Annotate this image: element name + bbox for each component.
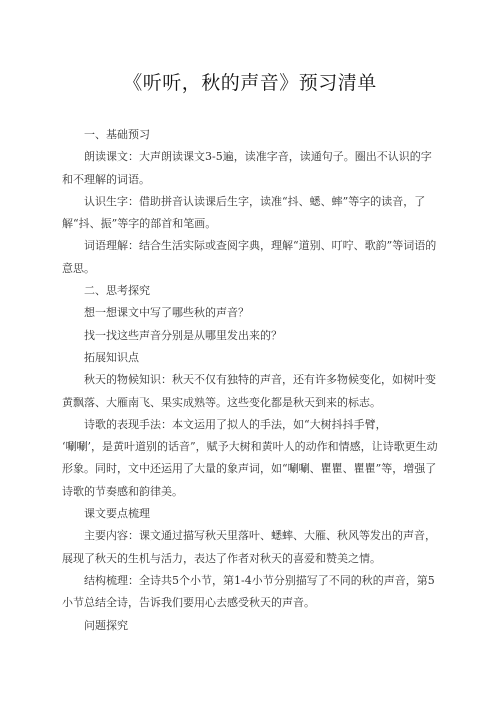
paragraph-phenology: 秋天的物候知识：秋天不仅有独特的声音，还有许多物候变化，如树叶变黄飘落、大雁南飞、果实成熟等。这些变化都是秋天到来的标志。 — [62, 373, 436, 409]
paragraph-techniques-continued: ‘唰唰’，是黄叶道别的话音”，赋予大树和黄叶人的动作和情感，让诗歌更生动形象。同时，文中还运用了大量的象声词，如“唰唰、瞿瞿、瞿瞿”等，增强了诗歌的节奏感和韵律美。 — [62, 440, 438, 498]
paragraph-structure: 结构梳理：全诗共5个小节，第1-4小节分别描写了不同的秋的声音，第5小节总结全诗，告诉我们要用心去感受秋天的声音。 — [62, 573, 435, 610]
section-heading-basic: 一、基础预习 — [84, 128, 150, 141]
paragraph-reading: 朗读课文：大声朗读课文3-5遍，读准字音，读通句子。圈出不认识的字和不理解的词语。 — [62, 150, 432, 186]
subheading-questions: 问题探究 — [84, 618, 128, 632]
paragraph-vocabulary: 词语理解：结合生活实际或查阅字典，理解“道别、叮咛、歌韵”等词语的意思。 — [62, 239, 437, 275]
subheading-key-points: 课文要点梳理 — [84, 507, 150, 521]
section-heading-thinking: 二、思考探究 — [84, 284, 150, 298]
document-body — [62, 124, 440, 637]
question-2: 找一找这些声音分别是从哪里发出来的？ — [84, 328, 282, 342]
subheading-extension: 拓展知识点 — [84, 350, 139, 364]
paragraph-characters: 认识生字：借助拼音认读课后生字，读准“抖、蟋、蟀”等字的读音，了解“抖、振”等字的部首和笔画。 — [62, 194, 426, 231]
page-title: 《听听，秋的声音》预习清单 — [123, 72, 377, 94]
paragraph-main-content: 主要内容：课文通过描写秋天里落叶、蟋蟀、大雁、秋风等发出的声音，展现了秋天的生机与活力，表达了作者对秋天的喜爱和赞美之情。 — [62, 529, 436, 565]
paragraph-techniques: 诗歌的表现手法：本文运用了拟人的手法，如“大树抖抖手臂， — [84, 417, 387, 431]
question-1: 想一想课文中写了哪些秋的声音？ — [84, 306, 249, 320]
